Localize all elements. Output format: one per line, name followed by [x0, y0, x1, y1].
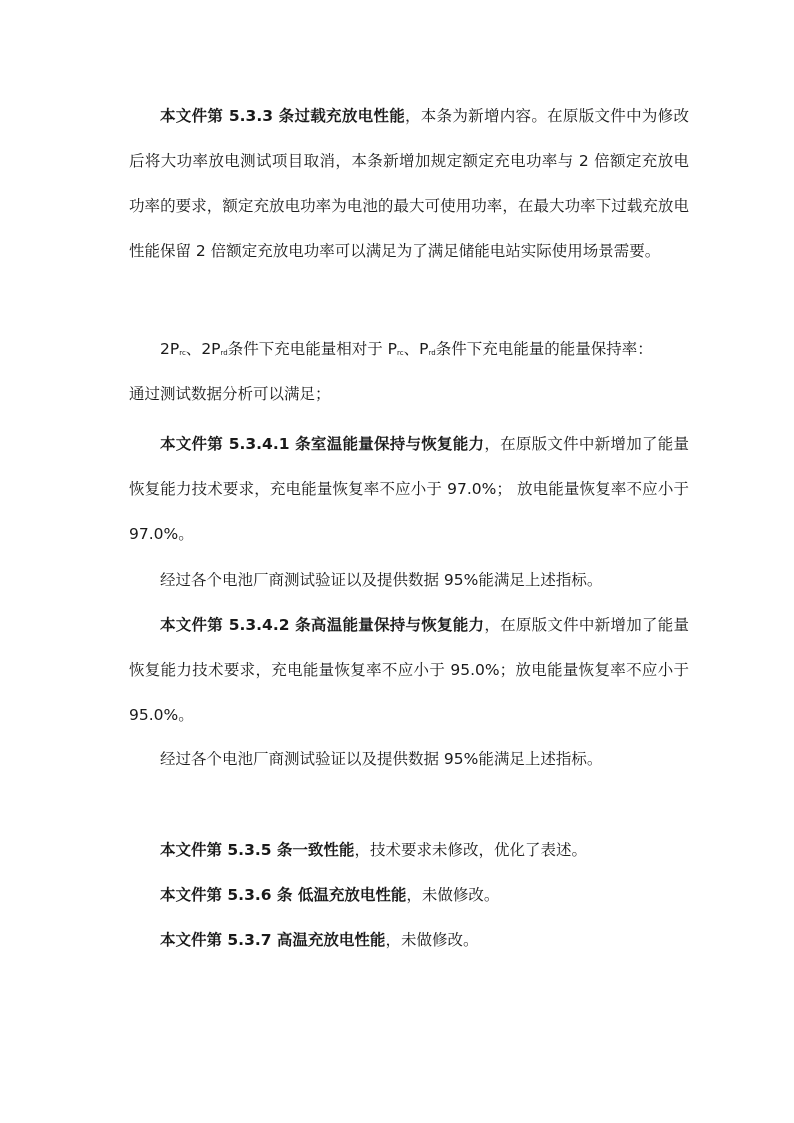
power-term-text: 2P [160, 340, 180, 358]
paragraph-text: 通过测试数据分析可以满足； [129, 385, 331, 403]
section-heading-5-3-7: 本文件第 5.3.7 高温充放电性能 [160, 931, 386, 949]
section-heading-5-3-3: 本文件第 5.3.3 条过载充放电性能 [160, 107, 406, 125]
paragraph-text: 经过各个电池厂商测试验证以及提供数据 95%能满足上述指标。 [160, 750, 603, 768]
section-heading-5-3-6: 本文件第 5.3.6 条 低温充放电性能 [160, 886, 407, 904]
paragraph-5-3-3 [129, 94, 689, 274]
separator-text: 、 [403, 340, 420, 358]
subscript-text: rd [428, 349, 436, 357]
paragraph-text: ，未做修改。 [385, 931, 479, 949]
separator-text: 、 [185, 340, 202, 358]
paragraph-5-3-4-1 [129, 422, 689, 557]
paragraph-verification-1 [129, 558, 689, 603]
paragraph-5-3-6 [129, 873, 689, 918]
paragraph-text: 条件下充电能量的能量保持率： [435, 340, 653, 358]
paragraph-energy-retention-condition [129, 327, 689, 372]
section-heading-5-3-4-2: 本文件第 5.3.4.2 条高温能量保持与恢复能力 [160, 616, 485, 634]
paragraph-text: 条件下充电能量相对于 [227, 340, 388, 358]
paragraph-5-3-7 [129, 918, 689, 963]
paragraph-text: ，未做修改。 [406, 886, 500, 904]
power-term-text: P [419, 340, 429, 358]
section-heading-5-3-5: 本文件第 5.3.5 条一致性能 [160, 841, 355, 859]
subscript-text: rd [220, 349, 228, 357]
paragraph-test-analysis [129, 372, 689, 417]
paragraph-5-3-5 [129, 828, 689, 873]
paragraph-text: ，本条为新增内容。在原版文件中为修改后将大功率放电测试项目取消，本条新增加规定额定充电功率与 2 倍额定充放电功率的要求，额定充放电功率为电池的最大可使用功率，在最大功率下过载充放电性能保留 2 倍额定充放电功率可以满足为了满足储能电站实际使用场景需要。 [129, 107, 689, 260]
section-heading-5-3-4-1: 本文件第 5.3.4.1 条室温能量保持与恢复能力 [160, 435, 485, 453]
paragraph-5-3-4-2 [129, 603, 689, 738]
subscript-text: rc [179, 349, 186, 357]
subscript-text: rc [397, 349, 404, 357]
paragraph-text: ，技术要求未修改，优化了表述。 [354, 841, 587, 859]
paragraph-text: ，在原版文件中新增加了能量恢复能力技术要求，充电能量恢复率不应小于 97.0%； 放电能量恢复率不应小于 97.0%。 [129, 435, 689, 543]
paragraph-verification-2 [129, 737, 689, 782]
power-term-text: 2P [201, 340, 221, 358]
paragraph-text: ，在原版文件中新增加了能量恢复能力技术要求，充电能量恢复率不应小于 95.0%；放电能量恢复率不应小于 95.0%。 [129, 616, 689, 724]
power-term-text: P [387, 340, 398, 358]
paragraph-text: 经过各个电池厂商测试验证以及提供数据 95%能满足上述指标。 [160, 571, 603, 589]
